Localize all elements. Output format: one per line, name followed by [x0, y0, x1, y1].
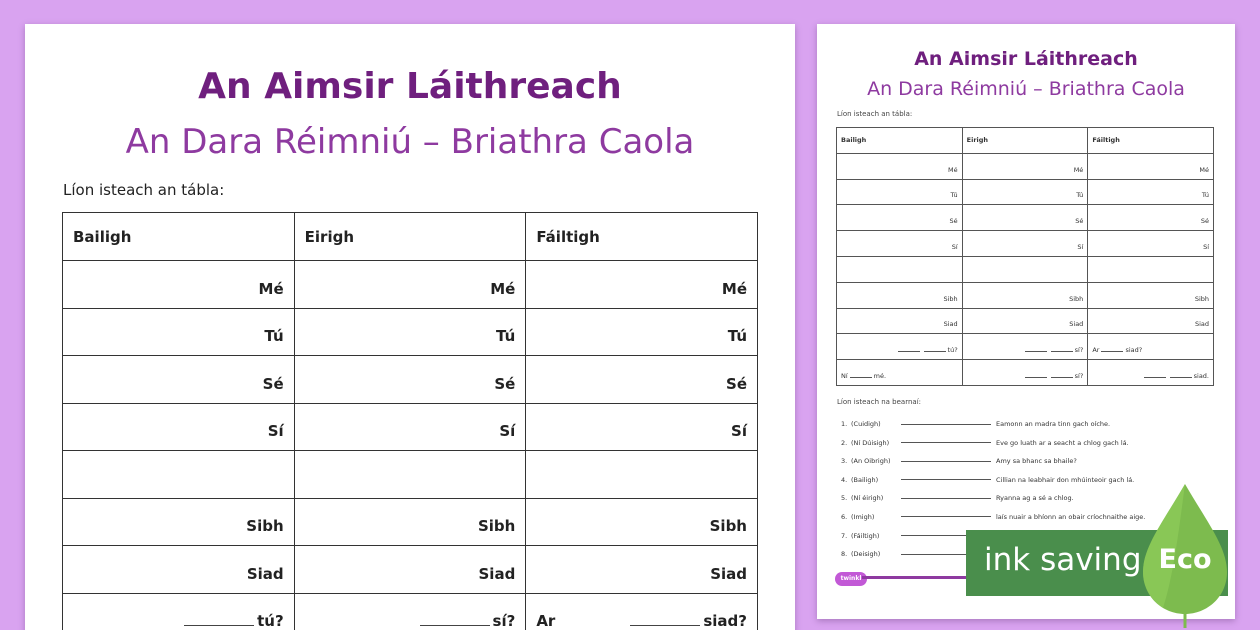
answer-cell[interactable]: tú? [63, 593, 295, 630]
answer-cell: siad. [1088, 360, 1214, 386]
header-bailigh: Bailigh [63, 213, 295, 261]
list-item [841, 415, 1221, 434]
ink-saving-label: ink saving [984, 542, 1142, 578]
answer-blank[interactable] [901, 424, 991, 425]
answer-cell [962, 256, 1088, 282]
header-failtigh: Fáiltigh [1088, 128, 1214, 154]
item-text: Ryanna ag a sé a chlog. [996, 494, 1074, 503]
answer-blank[interactable] [901, 498, 991, 499]
table-row [837, 360, 1214, 386]
answer-blank[interactable] [901, 442, 991, 443]
worksheet-title: An Aimsir Láithreach [198, 66, 622, 107]
answer-cell[interactable]: Tú [526, 308, 758, 356]
table-row [837, 205, 1214, 231]
answer-cell[interactable]: Sí [63, 403, 295, 451]
item-verb: (Cuidigh) [851, 420, 881, 428]
answer-cell[interactable]: Siad [526, 546, 758, 594]
answer-cell: Tú [962, 179, 1088, 205]
answer-cell [1088, 256, 1214, 282]
answer-cell: Tú [837, 179, 963, 205]
answer-cell: Mé [837, 153, 963, 179]
twinkl-logo: twinkl [835, 572, 867, 586]
answer-cell: Ar siad? [1088, 334, 1214, 360]
answer-cell: Tú [1088, 179, 1214, 205]
item-verb: (Fáiltigh) [851, 531, 880, 540]
table-header-row [837, 128, 1214, 154]
item-number: 5. [841, 494, 848, 503]
answer-cell: Sé [837, 205, 963, 231]
table-row [837, 334, 1214, 360]
answer-cell[interactable] [63, 451, 295, 499]
answer-cell[interactable]: Sí [294, 403, 526, 451]
answer-cell: Sí [962, 231, 1088, 257]
header-eirigh: Eirigh [962, 128, 1088, 154]
table-row [837, 231, 1214, 257]
answer-cell[interactable]: Sibh [63, 498, 295, 546]
answer-cell: tú? [837, 334, 963, 360]
answer-cell: Sé [962, 205, 1088, 231]
item-verb: (Ní éirigh) [851, 494, 884, 503]
table-row [63, 308, 758, 356]
answer-cell: Ní mé. [837, 360, 963, 386]
answer-cell[interactable]: Tú [63, 308, 295, 356]
eco-leaf-icon [1133, 482, 1237, 630]
conjugation-table-small [836, 127, 1214, 386]
answer-cell[interactable]: Tú [294, 308, 526, 356]
answer-cell[interactable]: Siad [63, 546, 295, 594]
answer-cell[interactable]: Sibh [526, 498, 758, 546]
worksheet-page-large [25, 24, 795, 630]
table-row [63, 546, 758, 594]
table-instruction: Líon isteach an tábla: [837, 110, 913, 118]
answer-cell[interactable]: Sé [526, 356, 758, 404]
header-bailigh: Bailigh [837, 128, 963, 154]
item-text: Cillian na leabhair don mhúinteoir gach lá. [996, 475, 1135, 484]
answer-cell: Mé [1088, 153, 1214, 179]
item-text: laís nuair a bhíonn an obair críochnaithe aige. [996, 512, 1146, 521]
answer-cell[interactable]: Sibh [294, 498, 526, 546]
answer-cell: Sibh [837, 282, 963, 308]
answer-cell: sí? [962, 334, 1088, 360]
item-verb: (An Oibrigh) [851, 457, 891, 466]
answer-blank[interactable] [901, 479, 991, 480]
table-row [63, 498, 758, 546]
answer-cell[interactable]: Mé [63, 261, 295, 309]
answer-cell[interactable]: Sí [526, 403, 758, 451]
table-row [63, 356, 758, 404]
list-item [841, 452, 1221, 471]
answer-cell: Sé [1088, 205, 1214, 231]
item-verb: (Imigh) [851, 512, 875, 521]
answer-cell: Siad [962, 308, 1088, 334]
worksheet-title: An Aimsir Láithreach [914, 48, 1138, 70]
table-row [837, 153, 1214, 179]
table-row [63, 451, 758, 499]
answer-cell[interactable]: Siad [294, 546, 526, 594]
worksheet-subtitle: An Dara Réimniú – Briathra Caola [867, 78, 1185, 100]
answer-blank[interactable] [901, 516, 991, 517]
answer-cell: Siad [1088, 308, 1214, 334]
answer-cell: sí? [962, 360, 1088, 386]
worksheet-subtitle: An Dara Réimniú – Briathra Caola [125, 122, 695, 162]
item-number: 1. [841, 420, 848, 428]
table-row [63, 261, 758, 309]
item-verb: (Bailigh) [851, 475, 879, 484]
answer-cell: Siad [837, 308, 963, 334]
answer-cell[interactable] [526, 451, 758, 499]
table-row [837, 308, 1214, 334]
table-row [837, 282, 1214, 308]
answer-cell: Sibh [1088, 282, 1214, 308]
answer-cell[interactable]: sí? [294, 593, 526, 630]
answer-cell: Sibh [962, 282, 1088, 308]
table-row [63, 403, 758, 451]
table-row [837, 256, 1214, 282]
item-number: 2. [841, 438, 848, 447]
answer-cell: Mé [962, 153, 1088, 179]
answer-cell: Sí [1088, 231, 1214, 257]
table-header-row [63, 213, 758, 261]
item-number: 3. [841, 457, 848, 466]
conjugation-table [62, 212, 758, 630]
answer-cell[interactable]: Sé [63, 356, 295, 404]
answer-blank[interactable] [901, 461, 991, 462]
table-row [837, 179, 1214, 205]
answer-cell[interactable]: Mé [294, 261, 526, 309]
eco-label: Eco [1158, 544, 1212, 575]
header-failtigh: Fáiltigh [526, 213, 758, 261]
answer-cell[interactable] [294, 451, 526, 499]
answer-cell[interactable]: Sé [294, 356, 526, 404]
item-text: Amy sa bhanc sa bhaile? [996, 457, 1077, 466]
answer-cell[interactable]: Ar siad? [526, 593, 758, 630]
item-verb: (Deisigh) [851, 550, 881, 559]
list-item [841, 434, 1221, 453]
table-row [63, 593, 758, 630]
item-text: Eamonn an madra tinn gach oíche. [996, 420, 1111, 428]
answer-cell: Sí [837, 231, 963, 257]
header-eirigh: Eirigh [294, 213, 526, 261]
item-number: 8. [841, 550, 848, 559]
item-number: 4. [841, 475, 848, 484]
answer-cell [837, 256, 963, 282]
item-verb: (Ní Dúisigh) [851, 438, 890, 447]
item-text: Eve go luath ar a seacht a chlog gach lá. [996, 438, 1129, 447]
item-number: 7. [841, 531, 848, 540]
answer-cell[interactable]: Mé [526, 261, 758, 309]
item-number: 6. [841, 512, 848, 521]
table-instruction: Líon isteach an tábla: [63, 181, 225, 199]
gap-fill-instruction: Líon isteach na bearnaí: [837, 398, 922, 406]
